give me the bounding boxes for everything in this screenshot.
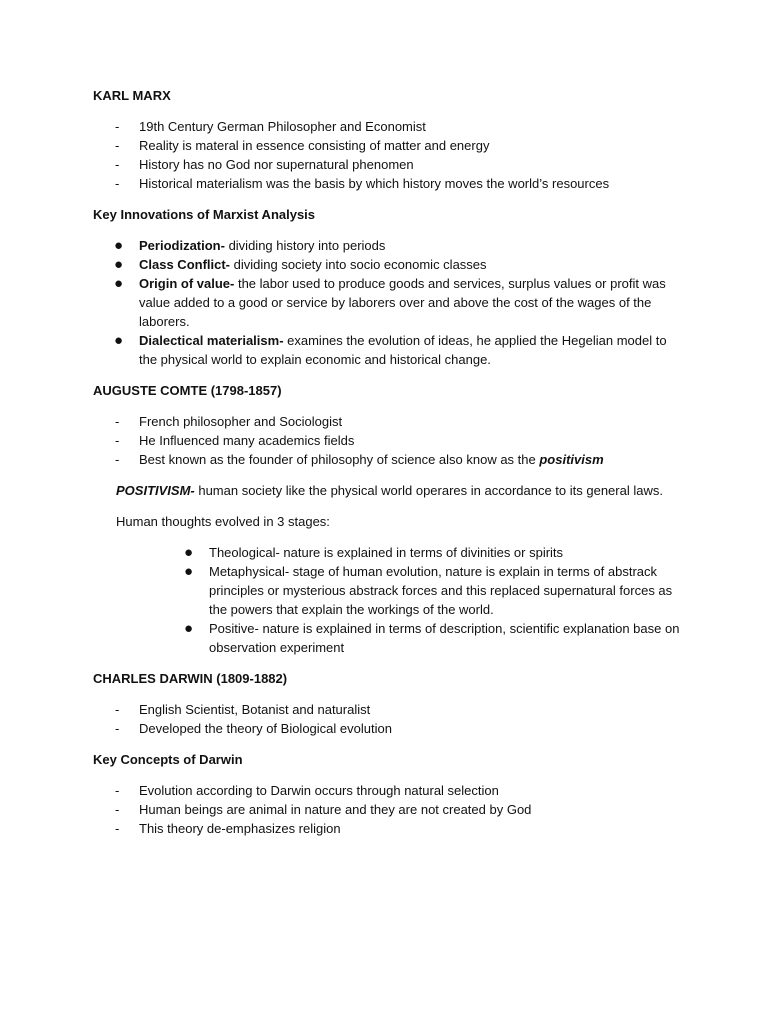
list-item-text: Reality is materal in essence consisting of matter and energy — [139, 138, 490, 153]
heading-charles-darwin: CHARLES DARWIN (1809-1882) — [93, 671, 288, 686]
term-definition: the labor used to produce goods and services, surplus values or profit was value added to a good or service by laborers over and above the cost of the wages of the laborers. — [139, 276, 666, 329]
list-item-text: This theory de-emphasizes religion — [139, 821, 341, 836]
darwin-concepts-list — [93, 781, 683, 838]
list-item-text: History has no God nor supernatural phenomen — [139, 157, 414, 172]
list-item — [93, 543, 683, 562]
term-label: Periodization- — [139, 238, 225, 253]
list-item-text: Historical materialism was the basis by which history moves the world’s resources — [139, 176, 610, 191]
list-item-text: Metaphysical- stage of human evolution, nature is explain in terms of abstrack principles or mysterious abstrack forces and this replaced supernatural forces as the powers that explain the workings of the world. — [209, 564, 673, 617]
list-item — [93, 236, 683, 255]
positivism-emphasis: positivism — [539, 452, 604, 467]
positivism-definition — [116, 481, 683, 500]
stages-list — [93, 543, 683, 657]
list-item — [93, 274, 683, 331]
term-definition: examines the evolution of ideas, he applied the Hegelian model to the physical world to explain economic and historical change. — [139, 333, 667, 367]
bullet-icon: ● — [114, 332, 124, 349]
dash-marker: - — [115, 176, 120, 191]
comte-list — [93, 412, 683, 469]
dash-marker: - — [115, 452, 120, 467]
list-item-text: Human beings are animal in nature and they are not created by God — [139, 802, 532, 817]
positivism-term: POSITIVISM- — [116, 483, 195, 498]
marx-list — [93, 117, 683, 193]
positivism-text: human society like the physical world operares in accordance to its general laws. — [194, 483, 663, 498]
list-item — [93, 255, 683, 274]
darwin-list — [93, 700, 683, 738]
dash-marker: - — [115, 802, 120, 817]
list-item — [93, 431, 683, 450]
list-item-text: 19th Century German Philosopher and Economist — [139, 119, 426, 134]
term-label: Class Conflict- — [139, 257, 231, 272]
dash-marker: - — [115, 119, 120, 134]
dash-marker: - — [115, 433, 120, 448]
dash-marker: - — [115, 721, 120, 736]
bullet-icon: ● — [184, 563, 194, 580]
heading-auguste-comte: AUGUSTE COMTE (1798-1857) — [93, 383, 282, 398]
list-item-text: Positive- nature is explained in terms of description, scientific explanation base on observation experiment — [209, 621, 680, 655]
list-item-text: French philosopher and Sociologist — [139, 414, 343, 429]
stages-intro: Human thoughts evolved in 3 stages: — [116, 514, 330, 529]
dash-marker: - — [115, 821, 120, 836]
bullet-icon: ● — [184, 620, 194, 637]
term-definition: dividing history into periods — [224, 238, 386, 253]
heading-karl-marx: KARL MARX — [93, 88, 171, 103]
list-item-text: He Influenced many academics fields — [139, 433, 355, 448]
list-item — [93, 619, 683, 657]
list-item-text: Theological- nature is explained in terms of divinities or spirits — [209, 545, 564, 560]
list-item — [93, 700, 683, 719]
list-item — [93, 719, 683, 738]
term-label: Dialectical materialism- — [139, 333, 284, 348]
innovations-list — [93, 236, 683, 369]
list-item — [93, 450, 683, 469]
list-item — [93, 800, 683, 819]
dash-marker: - — [115, 702, 120, 717]
list-item — [93, 136, 683, 155]
list-item-text: Evolution according to Darwin occurs through natural selection — [139, 783, 499, 798]
document-content — [93, 86, 683, 850]
bullet-icon: ● — [114, 237, 124, 254]
dash-marker: - — [115, 783, 120, 798]
heading-key-innovations: Key Innovations of Marxist Analysis — [93, 207, 316, 222]
list-item-text: Developed the theory of Biological evolution — [139, 721, 392, 736]
term-label: Origin of value- — [139, 276, 235, 291]
dash-marker: - — [115, 157, 120, 172]
list-item — [93, 412, 683, 431]
dash-marker: - — [115, 414, 120, 429]
heading-key-concepts-darwin: Key Concepts of Darwin — [93, 752, 243, 767]
list-item — [93, 781, 683, 800]
bullet-icon: ● — [114, 256, 124, 273]
bullet-icon: ● — [114, 275, 124, 292]
list-item-text: English Scientist, Botanist and naturalist — [139, 702, 371, 717]
term-definition: dividing society into socio economic classes — [230, 257, 487, 272]
list-item — [93, 117, 683, 136]
list-item — [93, 155, 683, 174]
list-item — [93, 819, 683, 838]
list-item — [93, 174, 683, 193]
list-item — [93, 331, 683, 369]
list-item-text: Best known as the founder of philosophy of science also know as the — [139, 452, 540, 467]
list-item — [93, 562, 683, 619]
bullet-icon: ● — [184, 544, 194, 561]
dash-marker: - — [115, 138, 120, 153]
